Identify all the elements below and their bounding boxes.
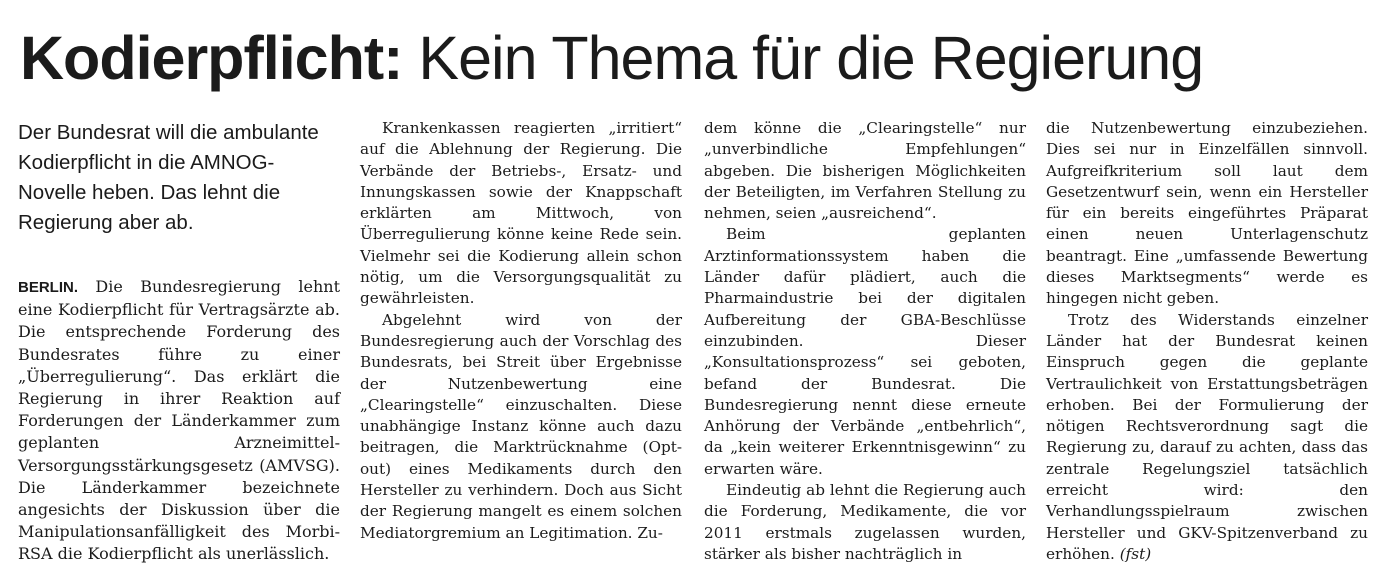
column-1 (18, 118, 340, 566)
column-4 (1046, 118, 1368, 565)
headline-bold: Kodierpflicht: (20, 24, 403, 92)
paragraph-2: Krankenkassen reagierten „irritiert“ auf die Ablehnung der Regierung. Die Verbände der Betriebs-, Ersatz- und Innungskassen sowie der Knappschaft erklärten am Mittwoch, von Überregulierung könne keine Rede sein. Vielmehr sei die Kodierung allein schon nötig, um die Versorgungsqualität zu gewährleisten. (360, 119, 682, 308)
teaser: Der Bundesrat will die ambulante Kodierpflicht in die AMNOG-Novelle heben. Das lehnt die Regierung aber ab. (18, 121, 319, 234)
author-initials: (fst) (1119, 544, 1152, 563)
paragraph-3-part-1: Abgelehnt wird von der Bundesregierung auch der Vorschlag des Bundesrats, bei Streit über Ergebnisse der Nutzenbewertung eine „Clearingstelle“ einzuschalten. Diese unabhängige Instanz könne auch dazu beitragen, die Marktrücknahme (Opt-out) eines Medikaments durch den Hersteller zu verhindern. Doch aus Sicht der Regierung mangelt es einem solchen Mediatorgremium an Legitimation. Zu- (360, 310, 682, 542)
paragraph-3-part-2: dem könne die „Clearingstelle“ nur „unverbindliche Empfehlungen“ abgeben. Die bisherigen Möglichkeiten der Beteiligten, im Verfahren Stellung zu nehmen, seien „ausreichend“. (704, 119, 1026, 223)
column-2 (360, 118, 682, 544)
paragraph-1-text: Die Bundesregierung lehnt eine Kodierpflicht für Vertragsärzte ab. Die entsprechende Forderung des Bundesrates führe zu einer „Überregulierung“. Das erklärt die Regierung in ihrer Reaktion auf Forderungen der Länderkammer zum geplanten Arzneimittel-Versorgungsstärkungsgesetz (AMVSG). Die Länderkammer bezeichnete angesichts der Diskussion über die Manipulationsanfälligkeit des Morbi-RSA die Kodierpflicht als unerlässlich. (18, 277, 340, 564)
column-3 (704, 118, 1026, 565)
paragraph-5-part-2: die Nutzenbewertung einzubeziehen. Dies sei nur in Einzelfällen sinnvoll. Aufgreifkriterium soll laut dem Gesetzentwurf sein, wenn ein Hersteller für ein bereits eingeführtes Präparat einen neuen Unterlagenschutz beantragt. Eine „umfassende Bewertung dieses Marktsegments“ werde es hingegen nicht geben. (1046, 119, 1368, 308)
headline-light: Kein Thema für die Regierung (402, 24, 1204, 92)
paragraph-1 (18, 276, 340, 566)
paragraph-6-text: Trotz des Widerstands einzelner Länder hat der Bundesrat keinen Einspruch gegen die geplante Vertraulichkeit von Erstattungsbeträgen erhoben. Bei der Formulierung der nötigen Rechtsverordnung sagt die Regierung zu, darauf zu achten, dass das zentrale Regelungsziel tatsächlich erreicht wird: den Verhandlungsspielraum zwischen Hersteller und GKV-Spitzenverband zu erhöhen. (1046, 310, 1368, 563)
paragraph-5-part-1: Eindeutig ab lehnt die Regierung auch die Forderung, Medikamente, die vor 2011 erstmals zugelassen wurden, stärker als bisher nachträglich in (704, 481, 1026, 563)
paragraph-6 (1046, 310, 1368, 566)
paragraph-4: Beim geplanten Arztinformationssystem haben die Länder dafür plädiert, auch die Pharmaindustrie bei der digitalen Aufbereitung der GBA-Beschlüsse einzubinden. Dieser „Konsultationsprozess“ sei geboten, befand der Bundesrat. Die Bundesregierung nennt diese erneute Anhörung der Verbände „entbehrlich“, da „kein weiterer Erkenntnisgewinn“ zu erwarten wäre. (704, 225, 1026, 478)
dateline: BERLIN. (18, 279, 78, 296)
headline (20, 18, 1203, 98)
